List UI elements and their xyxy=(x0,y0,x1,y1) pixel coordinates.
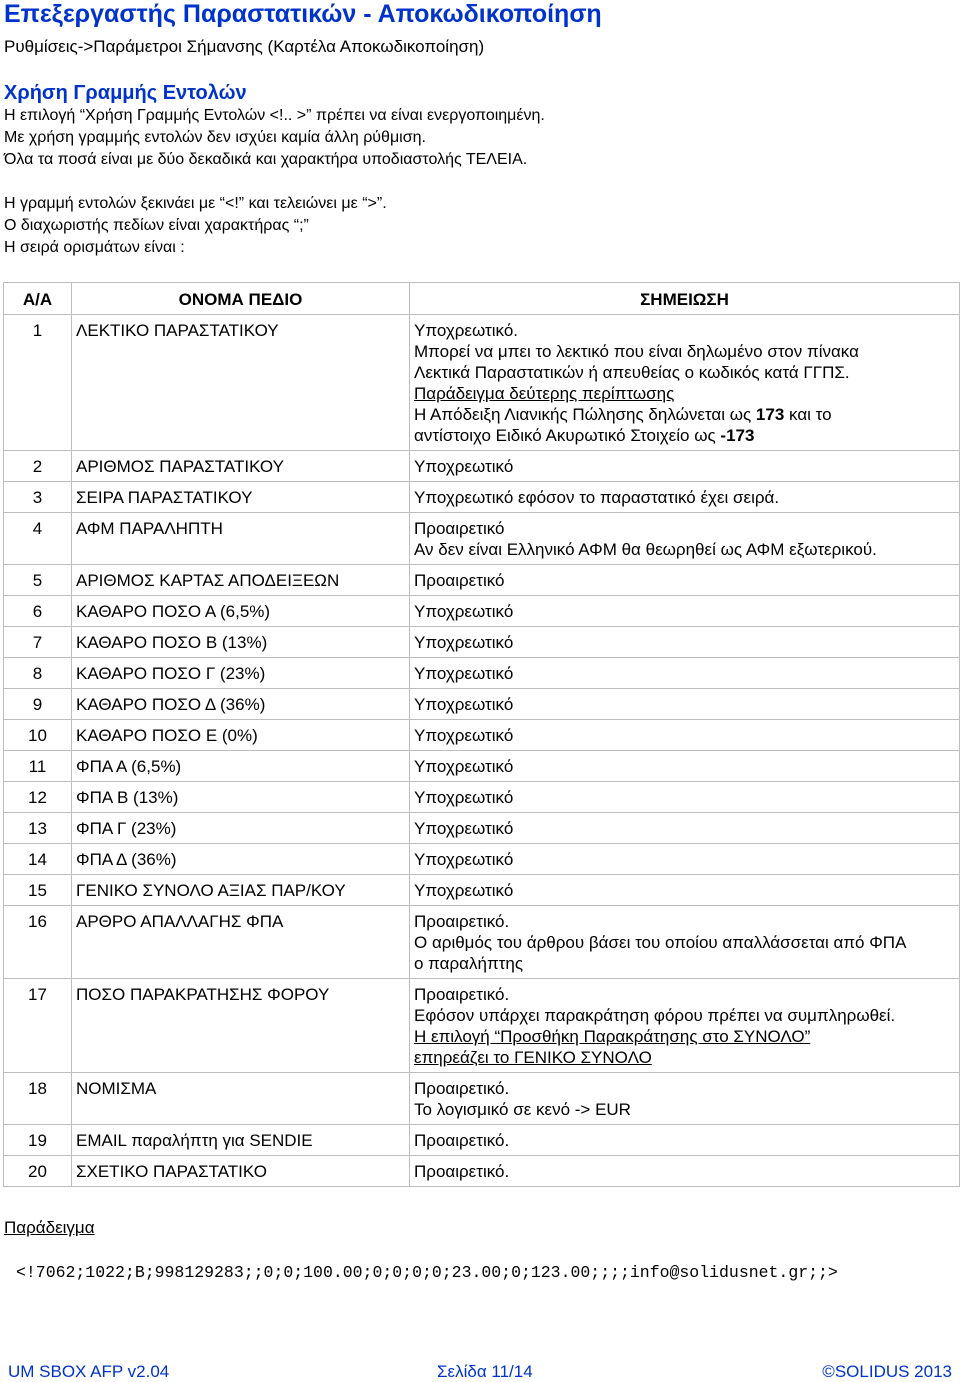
row-num: 11 xyxy=(4,751,72,782)
header-name: ΟΝΟΜΑ ΠΕΔΙΟ xyxy=(72,283,410,315)
table-row xyxy=(4,751,960,782)
row-name: ΦΠΑ Β (13%) xyxy=(72,782,410,813)
row-note xyxy=(410,906,960,979)
row-num: 16 xyxy=(4,906,72,979)
row-note: Προαιρετικό xyxy=(410,565,960,596)
note-line: Παράδειγμα δεύτερης περίπτωσης xyxy=(414,384,675,403)
table-row xyxy=(4,451,960,482)
note-code: 173 xyxy=(755,405,785,424)
row-name: EMAIL παραλήπτη για SENDIE xyxy=(72,1125,410,1156)
row-name: ΦΠΑ Γ (23%) xyxy=(72,813,410,844)
row-name: ΑΡΘΡΟ ΑΠΑΛΛΑΓΗΣ ΦΠΑ xyxy=(72,906,410,979)
table-row xyxy=(4,658,960,689)
row-note xyxy=(410,1073,960,1125)
table-row xyxy=(4,813,960,844)
row-name: ΚΑΘΑΡΟ ΠΟΣΟ Α (6,5%) xyxy=(72,596,410,627)
row-name: ΚΑΘΑΡΟ ΠΟΣΟ Β (13%) xyxy=(72,627,410,658)
note-line: Προαιρετικό. xyxy=(414,912,510,931)
note-text: αντίστοιχο Ειδικό Ακυρωτικό Στοιχείο ως xyxy=(414,426,716,445)
fields-table xyxy=(3,282,960,1187)
table-row xyxy=(4,782,960,813)
row-num: 19 xyxy=(4,1125,72,1156)
table-row xyxy=(4,689,960,720)
note-line: Μπορεί να μπει το λεκτικό που είναι δηλωμένο στον πίνακα xyxy=(414,342,859,361)
row-num: 13 xyxy=(4,813,72,844)
row-name: ΠΟΣΟ ΠΑΡΑΚΡΑΤΗΣΗΣ ΦΟΡΟΥ xyxy=(72,979,410,1073)
row-name: ΦΠΑ Δ (36%) xyxy=(72,844,410,875)
intro-line: Με χρήση γραμμής εντολών δεν ισχύει καμία άλλη ρύθμιση. xyxy=(4,129,426,146)
note-line: Προαιρετικό xyxy=(414,519,505,538)
note-line xyxy=(414,404,955,425)
intro-line: Όλα τα ποσά είναι με δύο δεκαδικά και χαρακτήρα υποδιαστολής ΤΕΛΕΙΑ. xyxy=(4,151,528,168)
note-line: επηρεάζει το ΓΕΝΙΚΟ ΣΥΝΟΛΟ xyxy=(414,1048,652,1067)
row-name: ΚΑΘΑΡΟ ΠΟΣΟ Γ (23%) xyxy=(72,658,410,689)
row-name: ΣΧΕΤΙΚΟ ΠΑΡΑΣΤΑΤΙΚΟ xyxy=(72,1156,410,1187)
row-note xyxy=(410,513,960,565)
row-num: 1 xyxy=(4,315,72,451)
row-num: 14 xyxy=(4,844,72,875)
note-line: ο παραλήπτης xyxy=(414,954,524,973)
row-name: ΑΦΜ ΠΑΡΑΛΗΠΤΗ xyxy=(72,513,410,565)
note-line: Η επιλογή “Προσθήκη Παρακράτησης στο ΣΥΝΟΛΟ” xyxy=(414,1027,811,1046)
note-code: -173 xyxy=(720,426,755,445)
header-note: ΣΗΜΕΙΩΣΗ xyxy=(410,283,960,315)
footer-version: UM SBOX AFP v2.04 xyxy=(8,1362,170,1381)
row-num: 18 xyxy=(4,1073,72,1125)
table-row xyxy=(4,844,960,875)
footer-page-number: Σελίδα 11/14 xyxy=(437,1362,533,1381)
row-num: 12 xyxy=(4,782,72,813)
row-num: 15 xyxy=(4,875,72,906)
intro-line: Η γραμμή εντολών ξεκινάει με “<!” και τελειώνει με “>”. xyxy=(4,195,387,212)
row-note xyxy=(410,315,960,451)
row-num: 6 xyxy=(4,596,72,627)
note-line: Λεκτικά Παραστατικών ή απευθείας ο κωδικός κατά ΓΓΠΣ. xyxy=(414,363,850,382)
row-note: Υποχρεωτικό xyxy=(410,627,960,658)
row-note: Προαιρετικό. xyxy=(410,1125,960,1156)
section-heading: Χρήση Γραμμής Εντολών xyxy=(4,82,247,104)
row-num: 17 xyxy=(4,979,72,1073)
row-num: 9 xyxy=(4,689,72,720)
row-num: 20 xyxy=(4,1156,72,1187)
row-num: 10 xyxy=(4,720,72,751)
table-row xyxy=(4,513,960,565)
row-num: 7 xyxy=(4,627,72,658)
intro-line: Η επιλογή “Χρήση Γραμμής Εντολών <!.. >” πρέπει να είναι ενεργοποιημένη. xyxy=(4,107,545,124)
example-label: Παράδειγμα xyxy=(4,1218,95,1237)
intro-line: Ο διαχωριστής πεδίων είναι χαρακτήρας “;” xyxy=(4,217,309,234)
header-num: Α/Α xyxy=(4,283,72,315)
page-subtitle: Ρυθμίσεις->Παράμετροι Σήμανσης (Καρτέλα Αποκωδικοποίηση) xyxy=(4,37,485,56)
row-note: Υποχρεωτικό xyxy=(410,844,960,875)
table-row xyxy=(4,627,960,658)
row-note: Υποχρεωτικό xyxy=(410,658,960,689)
row-note: Υποχρεωτικό xyxy=(410,689,960,720)
row-name: ΑΡΙΘΜΟΣ ΚΑΡΤΑΣ ΑΠΟΔΕΙΞΕΩΝ xyxy=(72,565,410,596)
note-line: Ο αριθμός του άρθρου βάσει του οποίου απαλλάσσεται από ΦΠΑ xyxy=(414,933,907,952)
note-line: Το λογισμικό σε κενό -> EUR xyxy=(414,1100,631,1119)
note-text: Η Απόδειξη Λιανικής Πώλησης δηλώνεται ως xyxy=(414,405,752,424)
table-row xyxy=(4,1125,960,1156)
footer-copyright: ©SOLIDUS 2013 xyxy=(822,1362,952,1381)
table-row xyxy=(4,596,960,627)
table-row xyxy=(4,1073,960,1125)
note-text: και το xyxy=(789,405,832,424)
page-title: Επεξεργαστής Παραστατικών - Αποκωδικοποίηση xyxy=(4,0,602,28)
row-name: ΑΡΙΘΜΟΣ ΠΑΡΑΣΤΑΤΙΚΟΥ xyxy=(72,451,410,482)
row-note: Υποχρεωτικό xyxy=(410,782,960,813)
row-num: 4 xyxy=(4,513,72,565)
table-row xyxy=(4,979,960,1073)
note-line xyxy=(414,425,955,446)
table-row xyxy=(4,482,960,513)
row-num: 2 xyxy=(4,451,72,482)
row-note: Υποχρεωτικό εφόσον το παραστατικό έχει σειρά. xyxy=(410,482,960,513)
row-name: ΣΕΙΡΑ ΠΑΡΑΣΤΑΤΙΚΟΥ xyxy=(72,482,410,513)
row-note: Υποχρεωτικό xyxy=(410,596,960,627)
row-note: Υποχρεωτικό xyxy=(410,720,960,751)
example-command-line: <!7062;1022;B;998129283;;0;0;100.00;0;0;0;0;23.00;0;123.00;;;;info@solidusnet.gr;;> xyxy=(16,1263,838,1282)
note-line: Προαιρετικό. xyxy=(414,985,510,1004)
row-name: ΦΠΑ Α (6,5%) xyxy=(72,751,410,782)
table-row xyxy=(4,720,960,751)
row-name: ΝΟΜΙΣΜΑ xyxy=(72,1073,410,1125)
row-name: ΛΕΚΤΙΚΟ ΠΑΡΑΣΤΑΤΙΚΟΥ xyxy=(72,315,410,451)
table-row xyxy=(4,906,960,979)
intro-line: Η σειρά ορισμάτων είναι : xyxy=(4,239,185,256)
table-header-row xyxy=(4,283,960,315)
table-row xyxy=(4,875,960,906)
note-line: Εφόσον υπάρχει παρακράτηση φόρου πρέπει να συμπληρωθεί. xyxy=(414,1006,896,1025)
row-name: ΓΕΝΙΚΟ ΣΥΝΟΛΟ ΑΞΙΑΣ ΠΑΡ/ΚΟΥ xyxy=(72,875,410,906)
note-line: Προαιρετικό. xyxy=(414,1079,510,1098)
row-num: 8 xyxy=(4,658,72,689)
note-line: Αν δεν είναι Ελληνικό ΑΦΜ θα θεωρηθεί ως ΑΦΜ εξωτερικού. xyxy=(414,540,877,559)
row-name: ΚΑΘΑΡΟ ΠΟΣΟ Ε (0%) xyxy=(72,720,410,751)
row-num: 3 xyxy=(4,482,72,513)
row-note: Προαιρετικό. xyxy=(410,1156,960,1187)
row-note: Υποχρεωτικό xyxy=(410,813,960,844)
row-num: 5 xyxy=(4,565,72,596)
row-name: ΚΑΘΑΡΟ ΠΟΣΟ Δ (36%) xyxy=(72,689,410,720)
row-note xyxy=(410,979,960,1073)
row-note: Υποχρεωτικό xyxy=(410,875,960,906)
note-line: Υποχρεωτικό. xyxy=(414,321,518,340)
table-row xyxy=(4,1156,960,1187)
row-note: Υποχρεωτικό xyxy=(410,451,960,482)
table-row xyxy=(4,315,960,451)
table-row xyxy=(4,565,960,596)
row-note: Υποχρεωτικό xyxy=(410,751,960,782)
